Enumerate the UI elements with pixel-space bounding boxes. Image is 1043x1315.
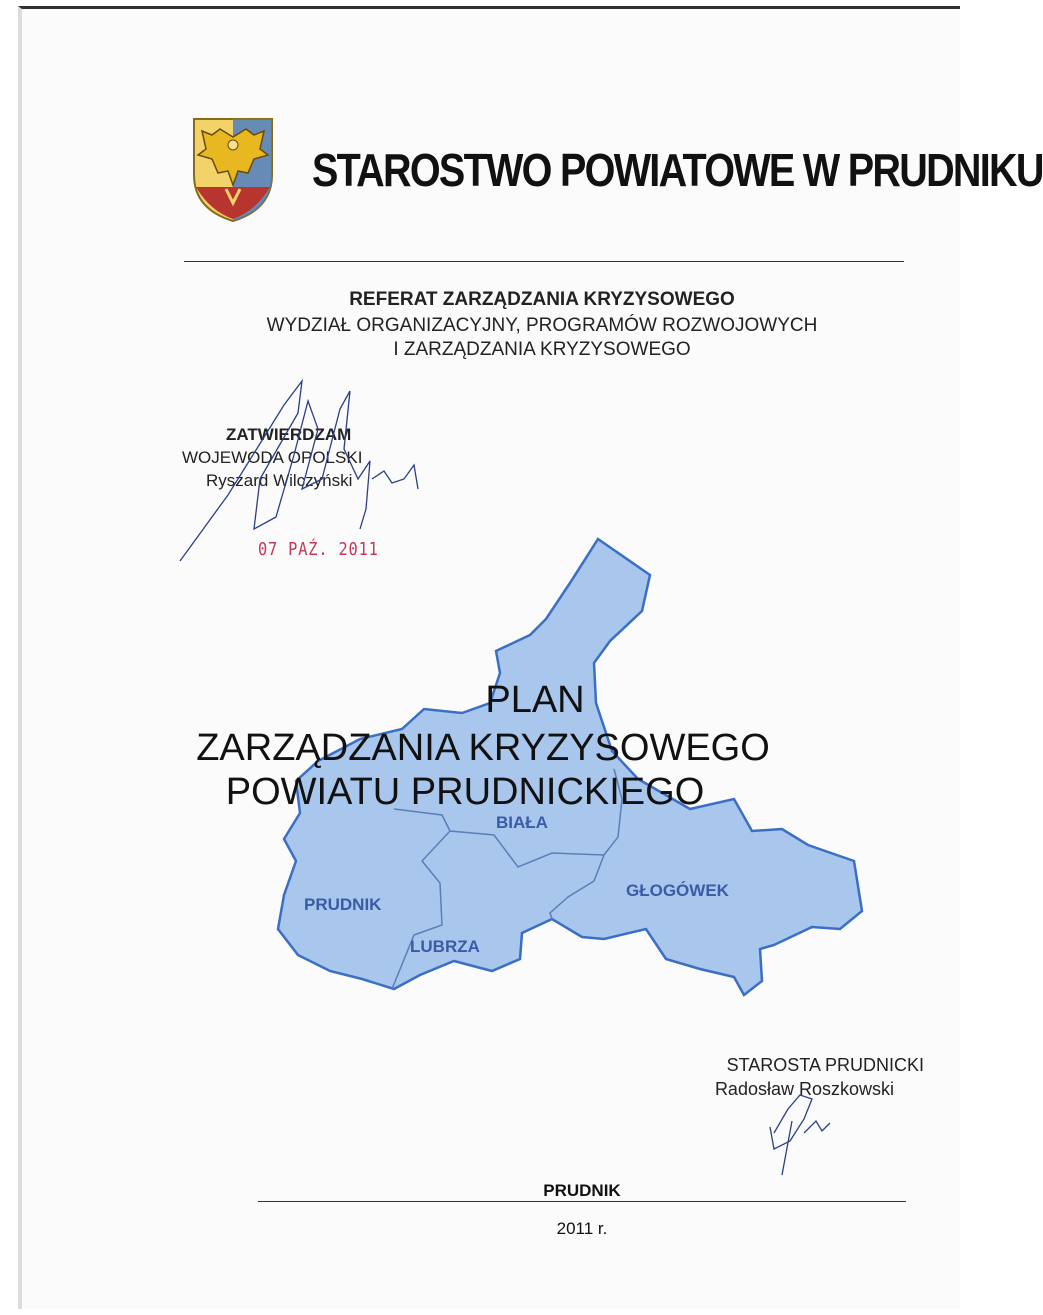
region-label-glogowek: GŁOGÓWEK xyxy=(626,881,729,900)
footer-year: 2011 r. xyxy=(556,1219,608,1238)
footer-place: PRUDNIK xyxy=(543,1181,621,1200)
footer-divider xyxy=(258,1201,906,1202)
region-label-biala: BIAŁA xyxy=(496,813,548,832)
department-line-1: REFERAT ZARZĄDZANIA KRYZYSOWEGO xyxy=(349,289,735,310)
approval-stamp-date: 07 PAŹ. 2011 xyxy=(258,539,379,560)
plan-title-line-2: ZARZĄDZANIA KRYZYSOWEGO xyxy=(196,727,770,769)
approval-label: ZATWIERDZAM xyxy=(226,425,352,444)
region-label-prudnik: PRUDNIK xyxy=(304,895,382,914)
department-line-2: WYDZIAŁ ORGANIZACYJNY, PROGRAMÓW ROZWOJOWYCH xyxy=(266,315,818,336)
document-page xyxy=(18,6,1043,1309)
approval-name: Ryszard Wilczyński xyxy=(206,471,353,490)
plan-title-line-1: PLAN xyxy=(485,679,585,721)
plan-title-line-3: POWIATU PRUDNICKIEGO xyxy=(225,771,705,813)
signatory-role: STAROSTA PRUDNICKI xyxy=(726,1055,924,1075)
county-map xyxy=(22,9,1043,1309)
approval-role: WOJEWODA OPOLSKI xyxy=(182,448,363,467)
region-label-lubrza: LUBRZA xyxy=(410,937,480,956)
institution-title: STAROSTWO POWIATOWE W PRUDNIKU xyxy=(312,144,1043,196)
signatory-name: Radosław Roszkowski xyxy=(714,1079,894,1099)
department-line-3: I ZARZĄDZANIA KRYZYSOWEGO xyxy=(393,339,691,360)
